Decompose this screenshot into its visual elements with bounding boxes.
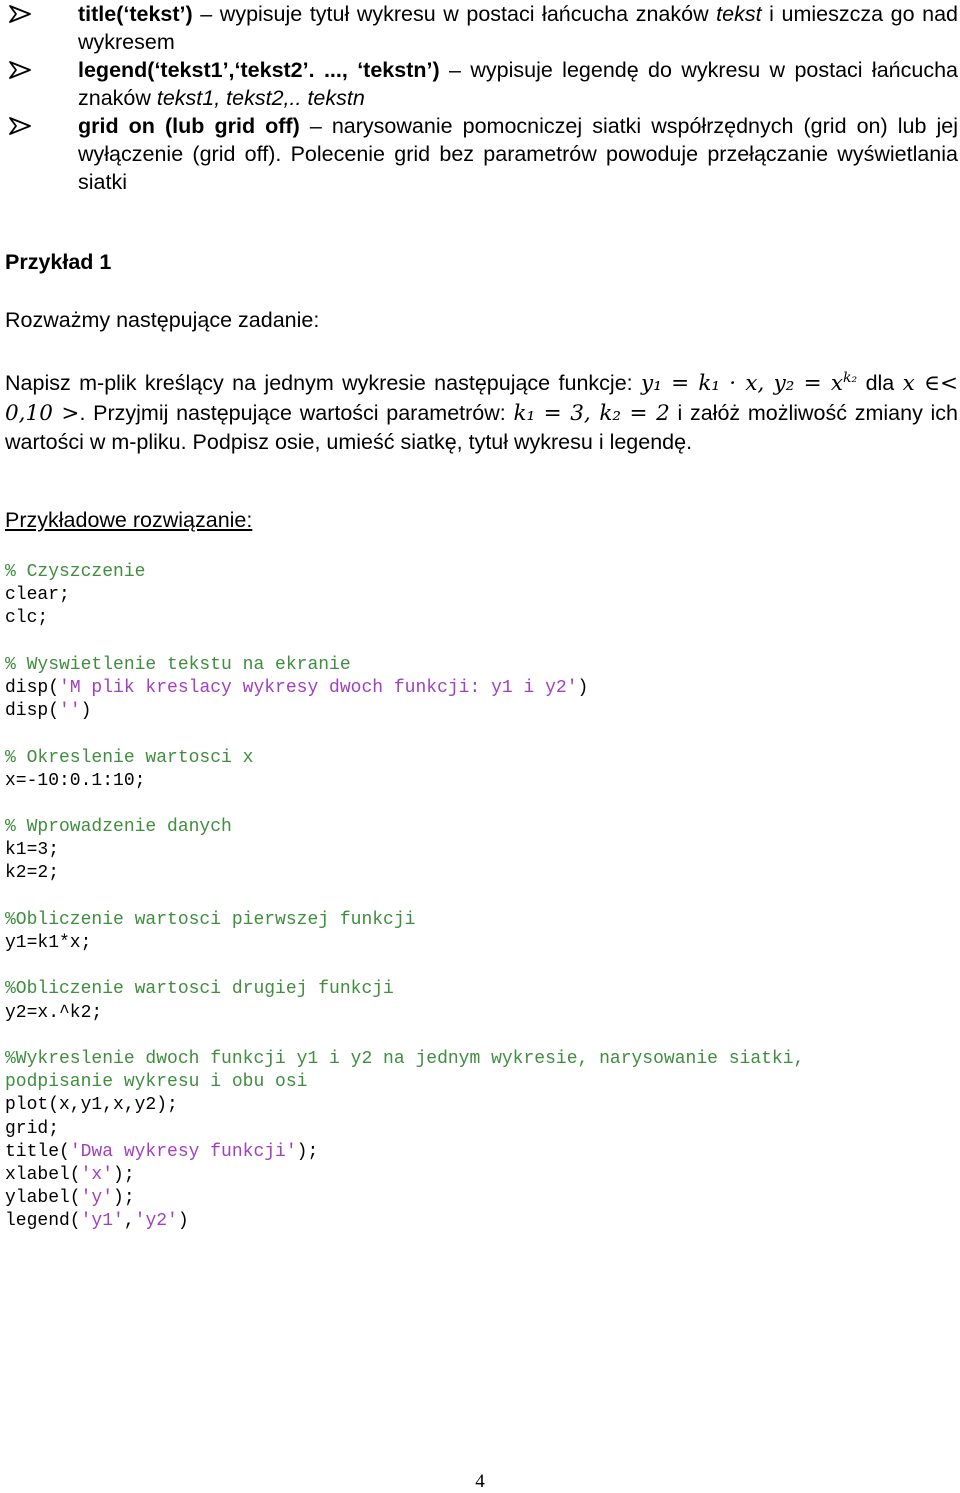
arrow-bullet-icon	[8, 4, 32, 24]
code-line	[5, 1025, 804, 1048]
bullet-grid	[0, 112, 960, 196]
code-comment: % Wyswietlenie tekstu na ekranie	[5, 654, 351, 675]
code-line	[5, 584, 804, 607]
bullet-text: grid on (lub grid off)	[78, 114, 300, 138]
code-token: y1=k1*x;	[5, 933, 92, 953]
code-line	[5, 816, 804, 839]
code-line	[5, 1118, 804, 1141]
bullet-text: – narysowanie pomocniczej siatki współrzędnych (grid on) lub jej wyłączenie (grid off). Polecenie grid bez parametrów powoduje przełączanie wyświetlania siatki	[78, 114, 958, 194]
code-token: )	[577, 677, 589, 698]
formula-domain: x ∈< 0,10 >	[5, 371, 958, 426]
code-token: disp(	[5, 677, 60, 698]
code-token: x=-10:0.1:10;	[5, 770, 146, 791]
task-description	[5, 364, 958, 457]
code-string: 'Dwa wykresy funkcji'	[69, 1141, 297, 1162]
code-comment: %Obliczenie wartosci pierwszej funkcji	[5, 909, 416, 930]
page-number: 4	[475, 1471, 485, 1492]
code-token: title(	[5, 1141, 70, 1162]
code-line	[5, 1187, 804, 1210]
task-text-2: dla	[865, 371, 903, 396]
code-comment: podpisanie wykresu i obu osi	[5, 1072, 308, 1093]
code-token: legend(	[5, 1211, 81, 1232]
bullet-text: legend(‘tekst1’,‘tekst2’. ..., ‘tekstn’)	[78, 58, 440, 82]
code-token: );	[113, 1164, 135, 1185]
code-token: );	[113, 1188, 135, 1209]
code-comment: %Obliczenie wartosci drugiej funkcji	[5, 979, 394, 1000]
formula-functions: y₁ = k₁ · x, y₂ = x	[641, 371, 844, 397]
code-comment: % Okreslenie wartosci x	[5, 747, 254, 768]
task-text-3: . Przyjmij następujące wartości parametrów:	[79, 400, 514, 425]
code-line	[5, 700, 804, 723]
code-token: y2=x.^k2;	[5, 1002, 103, 1023]
code-token: k2=2;	[5, 863, 60, 884]
intro-text: Rozważmy następujące zadanie:	[5, 308, 320, 332]
code-line	[5, 654, 804, 677]
code-line	[5, 607, 804, 630]
code-line	[5, 909, 804, 932]
code-string: 'y2'	[134, 1211, 178, 1232]
code-line	[5, 862, 804, 885]
code-line	[5, 1141, 804, 1164]
code-line	[5, 1002, 804, 1025]
code-comment: % Czyszczenie	[5, 562, 146, 582]
code-line	[5, 886, 804, 909]
code-token: ,	[123, 1211, 135, 1232]
code-string: 'M plik kreslacy wykresy dwoch funkcji: y1 i y2'	[59, 677, 578, 698]
bullet-text: i umieszcza go nad wykresem	[78, 2, 959, 54]
arrow-bullet-icon	[8, 116, 32, 136]
bullet-text: tekst1, tekst2,.. tekstn	[156, 86, 365, 110]
code-token: plot(x,y1,x,y2);	[5, 1095, 178, 1116]
code-token: xlabel(	[5, 1164, 81, 1185]
task-text-4: i załóż możliwość zmiany ich wartości w m-pliku. Podpisz osie, umieść siatkę, tytuł wykresu i legendę.	[5, 400, 959, 455]
task-text-1: Napisz m-plik kreślący na jednym wykresie następujące funkcje:	[5, 371, 642, 396]
code-string: ''	[59, 701, 81, 722]
code-line	[5, 839, 804, 862]
code-token: );	[296, 1141, 319, 1162]
code-token: )	[80, 701, 92, 722]
code-listing	[5, 561, 804, 1233]
code-line	[5, 1071, 804, 1094]
code-token: ylabel(	[5, 1188, 81, 1209]
code-comment: % Wprowadzenie danych	[5, 817, 232, 838]
bullet-text: title(‘tekst’)	[78, 2, 193, 26]
code-line	[5, 932, 804, 955]
code-line	[5, 561, 804, 584]
formula-parameters: k₁ = 3, k₂ = 2	[513, 400, 670, 426]
code-line	[5, 631, 804, 654]
bullet-text: tekst	[716, 2, 762, 26]
code-token: clear;	[5, 585, 70, 606]
code-token: clc;	[5, 608, 49, 629]
code-token: k1=3;	[5, 840, 60, 861]
code-line	[5, 747, 804, 770]
bullet-legend	[0, 56, 960, 112]
code-line	[5, 793, 804, 816]
formula-exponent: k₂	[843, 370, 858, 386]
code-token: )	[177, 1211, 189, 1232]
code-token: disp(	[5, 701, 60, 722]
code-line	[5, 1210, 804, 1233]
bullet-title	[0, 0, 960, 56]
code-line	[5, 978, 804, 1001]
code-token: grid;	[5, 1118, 60, 1139]
code-line	[5, 1094, 804, 1117]
bullet-list	[0, 0, 960, 196]
code-string: 'x'	[80, 1164, 114, 1185]
arrow-bullet-icon	[8, 60, 32, 80]
code-line	[5, 677, 804, 700]
code-comment: %Wykreslenie dwoch funkcji y1 i y2 na jednym wykresie, narysowanie siatki,	[5, 1048, 805, 1069]
code-line	[5, 723, 804, 746]
code-line	[5, 1164, 804, 1187]
example-heading: Przykład 1	[5, 250, 112, 274]
bullet-text: – wypisuje tytuł wykresu w postaci łańcucha znaków	[192, 2, 717, 26]
code-string: 'y1'	[80, 1211, 124, 1232]
solution-heading: Przykładowe rozwiązanie:	[5, 508, 253, 532]
code-line	[5, 1048, 804, 1071]
bullet-text: – wypisuje legendę do wykresu w postaci łańcucha znaków	[78, 58, 958, 110]
code-line	[5, 955, 804, 978]
code-string: 'y'	[80, 1188, 114, 1209]
code-line	[5, 770, 804, 793]
